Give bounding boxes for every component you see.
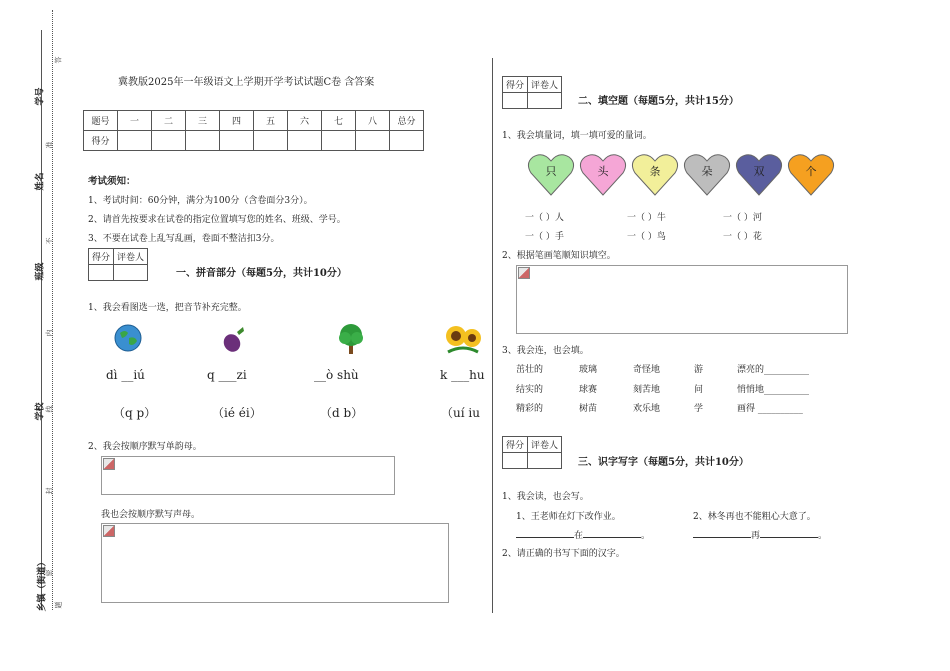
seal-char: 不: [45, 237, 54, 245]
heart-char: 条: [649, 165, 661, 178]
heart-char: 双: [753, 165, 765, 178]
match-word: 茁壮的: [516, 365, 544, 375]
notice-item: 2、请首先按要求在试卷的指定位置填写您的姓名、班级、学号。: [88, 215, 346, 225]
grader-box: [502, 436, 562, 469]
sentence-2: 2、林冬再也不能粗心大意了。: [693, 512, 816, 522]
fill-end: 。: [818, 531, 828, 541]
consonant-answer-box[interactable]: [101, 523, 449, 603]
notice-item: 3、不要在试卷上乱写乱画，卷面不整洁扣3分。: [88, 234, 280, 244]
match-word: 奇怪地: [633, 365, 661, 375]
section3-q2: 2、请正确的书写下面的汉字。: [502, 549, 625, 559]
measure-word-heart: [579, 153, 627, 197]
section2-q3: 3、我会连，也会填。: [502, 346, 589, 356]
score-cell[interactable]: [356, 131, 390, 151]
measure-fill-item[interactable]: 一（ ）河: [723, 213, 762, 223]
match-word: 结实的: [516, 385, 544, 395]
match-word[interactable]: 画得 __________: [737, 404, 803, 414]
section3-q1: 1、我会读，也会写。: [502, 492, 589, 502]
score-header: 八: [356, 111, 390, 131]
stroke-answer-box[interactable]: [516, 265, 848, 334]
grader-reviewer-label: 评卷人: [528, 437, 562, 453]
section1-q1: 1、我会看图选一选，把音节补充完整。: [88, 303, 247, 313]
choice-item[interactable]: （uí iu: [441, 406, 480, 420]
choice-item[interactable]: （d b）: [320, 406, 364, 420]
grader-score-cell[interactable]: [89, 265, 114, 281]
section2-title: 二、填空题（每题5分，共计15分）: [578, 96, 739, 107]
grader-score-label: 得分: [89, 249, 114, 265]
match-word: 玻璃: [579, 365, 598, 375]
score-cell[interactable]: [390, 131, 424, 151]
grader-score-label: 得分: [503, 437, 528, 453]
town-label: 乡镇（街道）: [37, 557, 48, 612]
pinyin-item: k ___hu: [440, 368, 485, 382]
fill-blank[interactable]: [516, 537, 574, 538]
school-label: 学校: [35, 402, 46, 421]
seal-char: 题: [54, 601, 63, 609]
heart-char: 头: [597, 165, 609, 178]
match-word: 学: [694, 404, 704, 414]
score-cell[interactable]: [254, 131, 288, 151]
seal-char: 内: [45, 329, 54, 337]
match-word: 精彩的: [516, 404, 544, 414]
binding-solid-line: [41, 30, 42, 610]
match-word: 刻苦地: [633, 385, 661, 395]
heart-char: 只: [545, 165, 557, 178]
fill-blank[interactable]: [760, 537, 818, 538]
score-header: 三: [186, 111, 220, 131]
section2-q2: 2、根据笔画笔顺知识填空。: [502, 251, 616, 261]
score-header: 五: [254, 111, 288, 131]
pinyin-item: __ò shù: [314, 368, 359, 382]
choice-item[interactable]: （ié éi）: [212, 406, 262, 420]
fill-blank[interactable]: [693, 537, 751, 538]
grader-reviewer-label: 评卷人: [528, 77, 562, 93]
grader-box: [88, 248, 148, 281]
tree-icon: [336, 322, 366, 356]
score-cell[interactable]: [152, 131, 186, 151]
measure-fill-item[interactable]: 一（ ）鸟: [627, 232, 666, 242]
heart-char: 个: [805, 165, 817, 178]
pinyin-item: dì __iú: [106, 368, 145, 382]
page-divider: [492, 58, 493, 613]
measure-fill-item[interactable]: 一（ ）手: [525, 232, 564, 242]
measure-fill-item[interactable]: 一（ ）牛: [627, 213, 666, 223]
fill-mid-word: 再: [751, 531, 761, 541]
globe-icon: [113, 323, 143, 353]
grader-score-label: 得分: [503, 77, 528, 93]
pinyin-item: q ___zi: [207, 368, 247, 382]
grader-reviewer-label: 评卷人: [114, 249, 148, 265]
notice-item: 1、考试时间：60分钟，满分为100分（含卷面分3分）。: [88, 196, 313, 206]
heart-char: 朵: [701, 165, 713, 178]
section2-q1: 1、我会填量词，填一填可爱的量词。: [502, 131, 652, 141]
name-label: 姓名: [35, 172, 46, 191]
match-word: 树苗: [579, 404, 598, 414]
score-header: 七: [322, 111, 356, 131]
binding-dotted-line: [52, 10, 53, 610]
section1-q2: 2、我会按顺序默写单韵母。: [88, 442, 202, 452]
match-word[interactable]: 悄悄地__________: [737, 385, 810, 395]
section1-title: 一、拼音部分（每题5分，共计10分）: [176, 268, 347, 279]
sunflower-icon: [444, 322, 482, 356]
measure-word-heart: [787, 153, 835, 197]
score-header: 总分: [390, 111, 424, 131]
seal-char: 答: [54, 56, 63, 64]
match-word[interactable]: 漂亮的__________: [737, 365, 810, 375]
score-header: 六: [288, 111, 322, 131]
score-header: 题号: [84, 111, 118, 131]
choice-item[interactable]: （q p）: [113, 406, 157, 420]
sentence-1-fill[interactable]: [516, 528, 650, 541]
match-word: 游: [694, 365, 704, 375]
match-word: 欢乐地: [633, 404, 661, 414]
seal-char: 封: [45, 487, 54, 495]
score-header: 四: [220, 111, 254, 131]
page-title: 冀教版2025年一年级语文上学期开学考试试题C卷 含答案: [118, 77, 375, 88]
seal-char: 密: [45, 569, 54, 577]
seal-char: 准: [45, 141, 54, 149]
section3-title: 三、识字写字（每题5分，共计10分）: [578, 457, 749, 468]
eggplant-icon: [219, 323, 249, 355]
sentence-1: 1、王老师在灯下改作业。: [516, 512, 621, 522]
student-id-label: 学号: [35, 87, 46, 106]
grader-score-cell[interactable]: [503, 453, 528, 469]
measure-fill-item[interactable]: 一（ ）人: [525, 213, 564, 223]
grader-reviewer-cell[interactable]: [528, 93, 562, 109]
score-table: [83, 110, 424, 151]
score-header: 一: [118, 111, 152, 131]
score-cell[interactable]: [322, 131, 356, 151]
class-label: 班级: [35, 262, 46, 281]
section1-q2b: 我也会按顺序默写声母。: [101, 510, 201, 520]
measure-word-heart: [735, 153, 783, 197]
measure-word-heart: [631, 153, 679, 197]
measure-word-heart: [683, 153, 731, 197]
score-cell[interactable]: [288, 131, 322, 151]
match-word: 问: [694, 385, 704, 395]
score-header: 二: [152, 111, 186, 131]
seal-char: 线: [45, 405, 54, 413]
broken-image-icon: [518, 267, 530, 279]
grader-reviewer-cell[interactable]: [528, 453, 562, 469]
broken-image-icon: [103, 525, 115, 537]
score-cell[interactable]: [186, 131, 220, 151]
vowel-answer-box[interactable]: [101, 456, 395, 495]
broken-image-icon: [103, 458, 115, 470]
fill-blank[interactable]: [583, 537, 641, 538]
fill-mid-word: 在: [574, 531, 584, 541]
measure-word-heart: [527, 153, 575, 197]
score-cell[interactable]: [118, 131, 152, 151]
score-cell[interactable]: [220, 131, 254, 151]
match-word: 球赛: [579, 385, 598, 395]
notice-heading: 考试须知：: [88, 176, 136, 187]
sentence-2-fill[interactable]: [693, 528, 827, 541]
measure-fill-item[interactable]: 一（ ）花: [723, 232, 762, 242]
score-row-label: 得分: [84, 131, 118, 151]
grader-reviewer-cell[interactable]: [114, 265, 148, 281]
grader-score-cell[interactable]: [503, 93, 528, 109]
fill-end: 。: [641, 531, 651, 541]
grader-box: [502, 76, 562, 109]
